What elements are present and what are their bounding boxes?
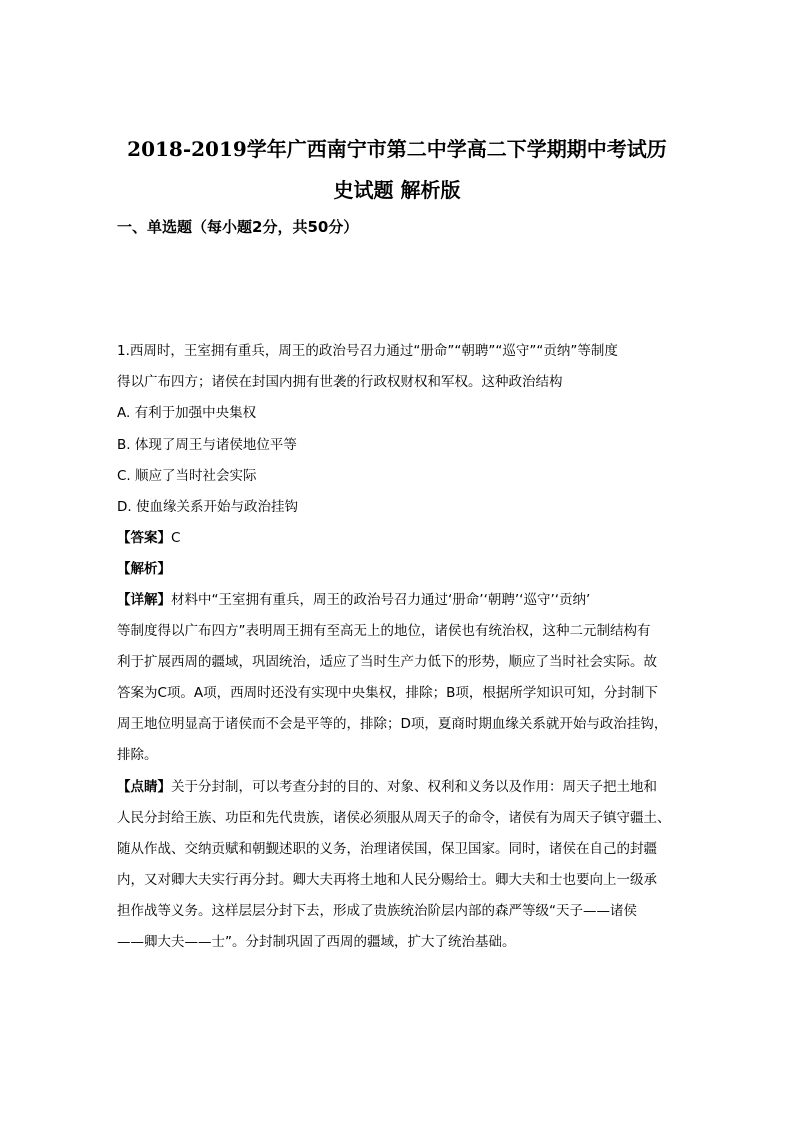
- detail-line-4: 答案为C项。A项，西周时还没有实现中央集权，排除；B项，根据所学知识可知，分封制下: [117, 685, 658, 701]
- detail-line-1: [117, 590, 697, 610]
- detail-line-6: 排除。: [117, 747, 158, 763]
- document-title-line-2: 史试题 解析版: [333, 178, 461, 202]
- answer-line: [117, 528, 697, 548]
- tip-line-1: [117, 777, 697, 797]
- tip-label: 【点睛】: [117, 779, 171, 795]
- detail-line-3: 利于扩展西周的疆域，巩固统治，适应了当时生产力低下的形势，顺应了当时社会实际。故: [117, 654, 657, 670]
- tip-line-3: 随从作战、交纳贡赋和朝觐述职的义务，治理诸侯国，保卫国家。同时，诸侯在自己的封疆: [117, 841, 657, 857]
- tip-line-2: 人民分封给王族、功臣和先代贵族，诸侯必须服从周天子的命令，诸侯有为周天子镇守疆土、: [117, 810, 671, 826]
- option-c: C. 顺应了当时社会实际: [117, 468, 257, 484]
- detail-line-2: 等制度得以广布四方”表明周王拥有至高无上的地位，诸侯也有统治权，这种二元制结构有: [117, 623, 651, 639]
- answer-label: 【答案】: [117, 530, 171, 546]
- option-b: B. 体现了周王与诸侯地位平等: [117, 437, 297, 453]
- tip-text-1: 关于分封制，可以考查分封的目的、对象、权利和义务以及作用：周天子把土地和: [171, 779, 657, 795]
- tip-line-6: ——卿大夫——士”。分封制巩固了西周的疆域，扩大了统治基础。: [117, 934, 516, 950]
- question-stem-line-1: 1.西周时，王室拥有重兵，周王的政治号召力通过“册命”“朝聘”“巡守”“贡纳”等制度: [117, 343, 618, 359]
- tip-line-5: 担作战等义务。这样层层分封下去，形成了贵族统治阶层内部的森严等级“天子——诸侯: [117, 903, 637, 919]
- detail-label: 【详解】: [117, 592, 171, 608]
- analysis-label: 【解析】: [117, 561, 171, 577]
- question-stem-line-2: 得以广布四方；诸侯在封国内拥有世袭的行政权财权和军权。这种政治结构: [117, 374, 563, 390]
- document-title-line-1: 2018-2019学年广西南宁市第二中学高二下学期期中考试历: [127, 137, 667, 161]
- answer-value: C: [171, 530, 181, 546]
- detail-line-5: 周王地位明显高于诸侯而不会是平等的，排除；D项，夏商时期血缘关系就开始与政治挂钩，: [117, 716, 668, 732]
- option-a: A. 有利于加强中央集权: [117, 405, 257, 421]
- option-d: D. 使血缘关系开始与政治挂钩: [117, 499, 298, 515]
- section-heading: 一、单选题（每小题2分，共50分）: [117, 218, 359, 236]
- detail-text-1: 材料中“王室拥有重兵，周王的政治号召力通过‘册命’‘朝聘’‘巡守’‘贡纳’: [171, 592, 591, 608]
- tip-line-4: 内，又对卿大夫实行再分封。卿大夫再将土地和人民分赐给士。卿大夫和士也要向上一级承: [117, 872, 657, 888]
